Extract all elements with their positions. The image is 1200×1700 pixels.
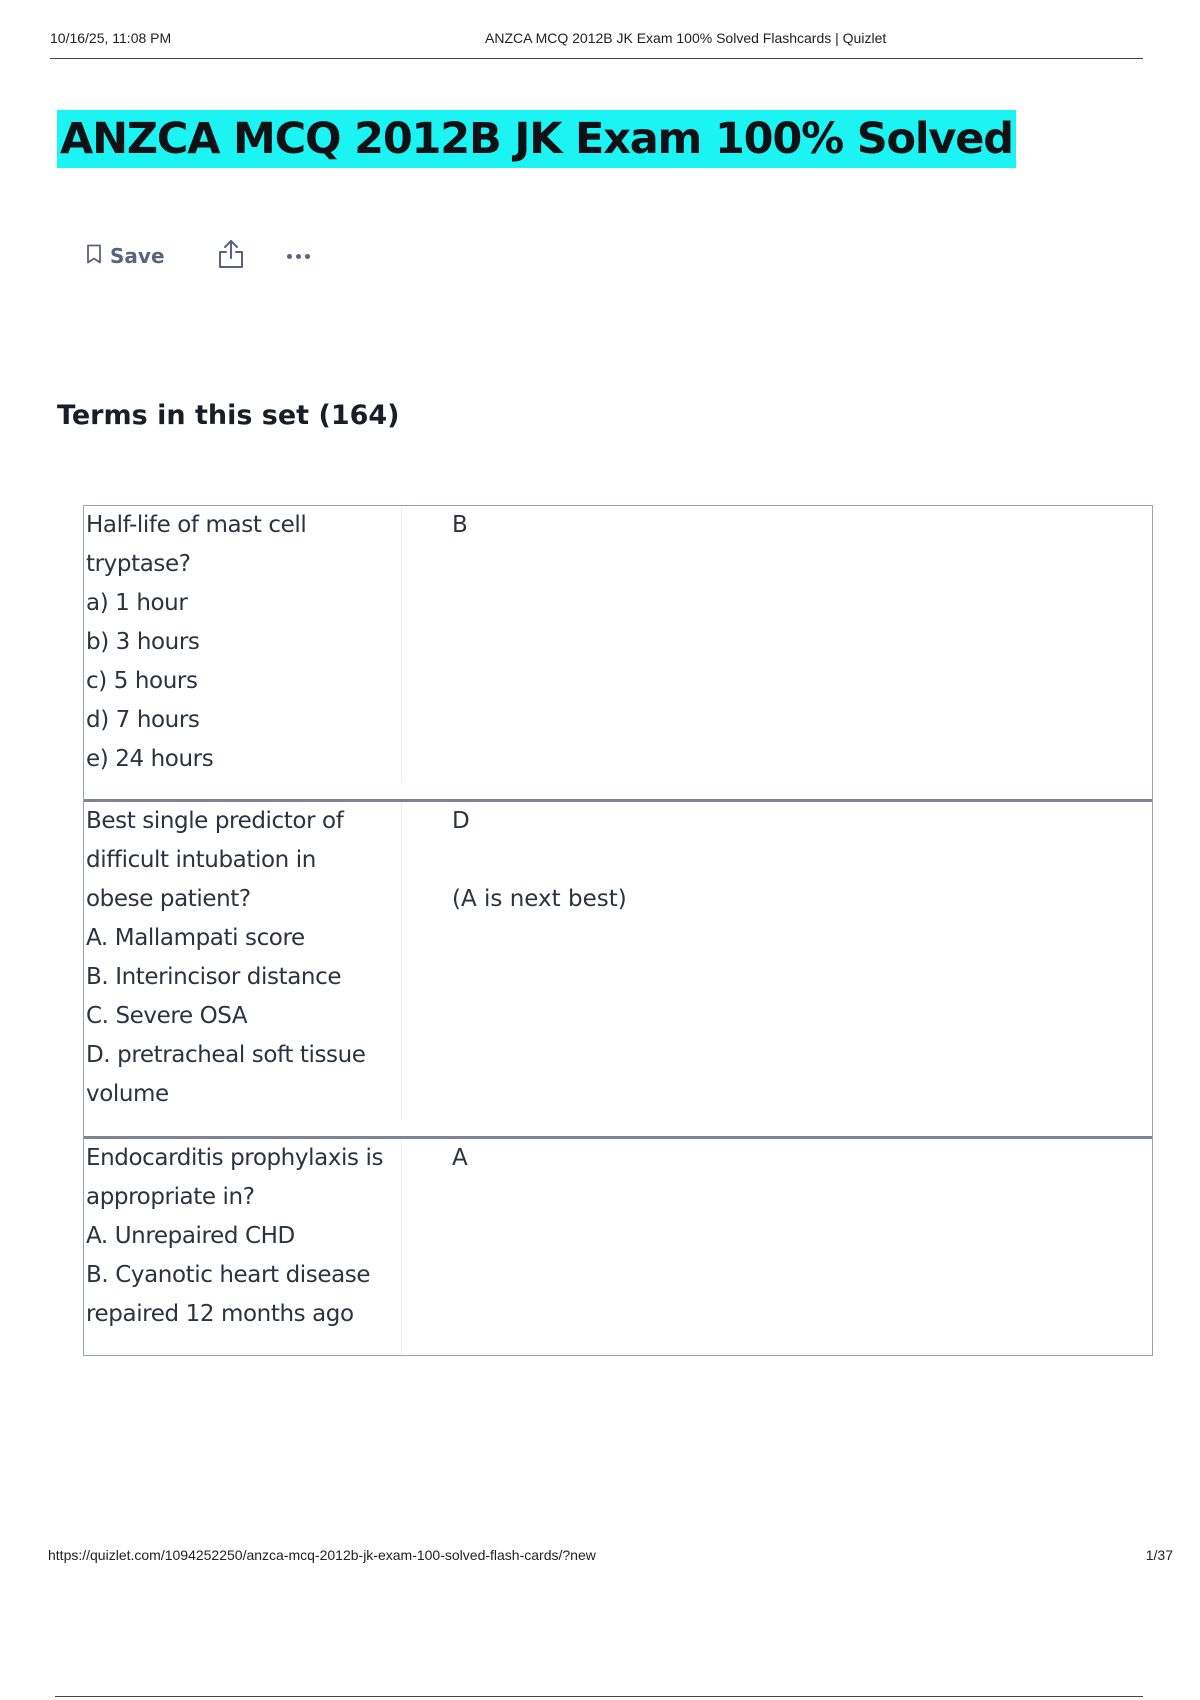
definition-text: B bbox=[452, 512, 468, 538]
share-button[interactable] bbox=[217, 238, 245, 275]
definition-text: A bbox=[452, 1145, 468, 1171]
print-page-number: 1/37 bbox=[1145, 1547, 1173, 1563]
terms-list bbox=[83, 505, 1153, 1356]
set-actions-toolbar bbox=[86, 238, 310, 274]
more-options-button[interactable] bbox=[287, 246, 310, 266]
print-url: https://quizlet.com/1094252250/anzca-mcq-2012b-jk-exam-100-solved-flash-cards/?new bbox=[48, 1547, 596, 1563]
page-divider bbox=[55, 1696, 1143, 1697]
share-icon bbox=[217, 238, 245, 275]
definition-text: D (A is next best) bbox=[452, 808, 627, 912]
save-button-label: Save bbox=[110, 244, 165, 268]
print-datetime: 10/16/25, 11:08 PM bbox=[50, 30, 172, 46]
term-card bbox=[84, 1139, 1152, 1355]
print-header bbox=[50, 28, 1143, 59]
terms-heading: Terms in this set (164) bbox=[57, 400, 400, 431]
print-document-title: ANZCA MCQ 2012B JK Exam 100% Solved Flashcards | Quizlet bbox=[485, 30, 887, 46]
term-card bbox=[84, 802, 1152, 1139]
bookmark-icon bbox=[86, 244, 102, 269]
term-card bbox=[84, 506, 1152, 802]
term-text: Endocarditis prophylaxis is appropriate in? A. Unrepaired CHD B. Cyanotic heart disease repaired 12 months ago bbox=[84, 1139, 402, 1355]
more-horizontal-icon bbox=[287, 254, 310, 259]
save-button[interactable] bbox=[86, 244, 165, 269]
term-text: Half-life of mast cell tryptase? a) 1 hour b) 3 hours c) 5 hours d) 7 hours e) 24 hours bbox=[84, 506, 402, 783]
page-title: ANZCA MCQ 2012B JK Exam 100% Solved bbox=[57, 110, 1016, 168]
term-text: Best single predictor of difficult intubation in obese patient? A. Mallampati score B. Interincisor distance C. Severe OSA D. pretracheal soft tissue volume bbox=[84, 802, 402, 1120]
